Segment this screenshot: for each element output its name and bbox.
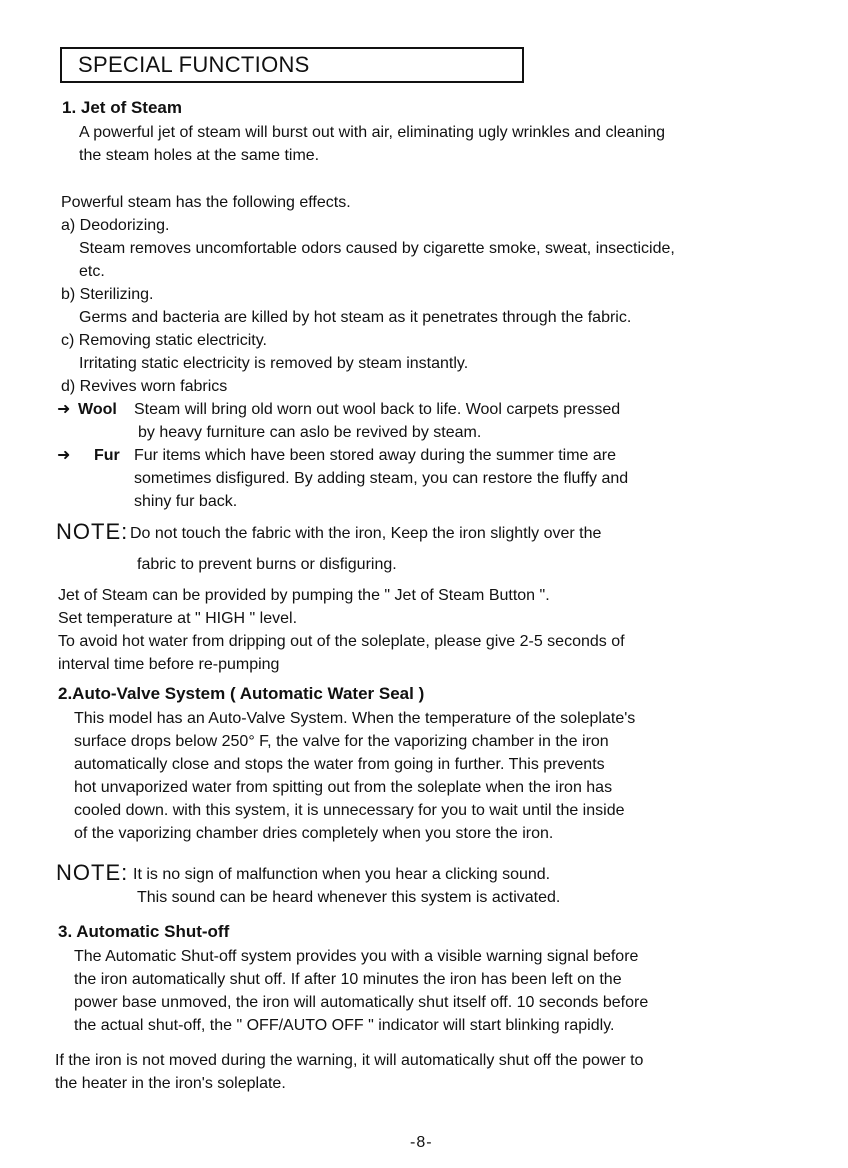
s3-para-line: power base unmoved, the iron will automatically shut itself off. 10 seconds before (74, 994, 649, 1011)
wool-text: by heavy furniture can aslo be revived by steam. (138, 424, 482, 441)
s3-para-line: The Automatic Shut-off system provides you with a visible warning signal before (74, 948, 639, 965)
section-2-heading: 2.Auto-Valve System ( Automatic Water Seal ) (58, 684, 425, 703)
jet-text: Jet of Steam can be provided by pumping the " Jet of Steam Button ". (58, 587, 550, 604)
jet-text: interval time before re-pumping (58, 656, 280, 673)
wool-text: Steam will bring old worn out wool back to life. Wool carpets pressed (134, 401, 621, 418)
note-label: NOTE: (56, 860, 129, 885)
effect-a-text: etc. (79, 263, 105, 280)
section-3-heading: 3. Automatic Shut-off (58, 922, 230, 941)
note-text: It is no sign of malfunction when you hear a clicking sound. (133, 866, 551, 883)
effect-c-title: c) Removing static electricity. (61, 332, 267, 349)
note-text: fabric to prevent burns or disfiguring. (137, 556, 397, 573)
fur-text: shiny fur back. (134, 493, 238, 510)
effect-a-title: a) Deodorizing. (61, 217, 170, 234)
s2-para-line: automatically close and stops the water from going in further. This prevents (74, 756, 605, 773)
s1-intro: Powerful steam has the following effects. (61, 194, 351, 211)
s3-para2-line: the heater in the iron's soleplate. (55, 1075, 286, 1092)
effect-a-text: Steam removes uncomfortable odors caused by cigarette smoke, sweat, insecticide, (79, 240, 675, 257)
s2-para-line: This model has an Auto-Valve System. When the temperature of the soleplate's (74, 710, 636, 727)
s1-para-line: the steam holes at the same time. (79, 147, 320, 164)
effect-b-title: b) Sterilizing. (61, 286, 154, 303)
arrow-right-icon: ➜ (57, 447, 71, 464)
jet-text: To avoid hot water from dripping out of the soleplate, please give 2-5 seconds of (58, 633, 625, 650)
wool-label: Wool (78, 401, 117, 418)
s1-para-line: A powerful jet of steam will burst out with air, eliminating ugly wrinkles and cleaning (79, 124, 666, 141)
arrow-right-icon: ➜ (57, 401, 71, 418)
page-number: -8- (410, 1134, 433, 1151)
fur-label: Fur (94, 447, 120, 464)
effect-d-title: d) Revives worn fabrics (61, 378, 228, 395)
s3-para2-line: If the iron is not moved during the warning, it will automatically shut off the power to (55, 1052, 644, 1069)
s2-para-line: hot unvaporized water from spitting out from the soleplate when the iron has (74, 779, 613, 796)
fur-text: sometimes disfigured. By adding steam, you can restore the fluffy and (134, 470, 629, 487)
note-text: This sound can be heard whenever this system is activated. (137, 889, 561, 906)
s2-para-line: of the vaporizing chamber dries completely when you store the iron. (74, 825, 554, 842)
fur-text: Fur items which have been stored away during the summer time are (134, 447, 616, 464)
s2-para-line: cooled down. with this system, it is unnecessary for you to wait until the inside (74, 802, 625, 819)
note-text: Do not touch the fabric with the iron, Keep the iron slightly over the (130, 525, 602, 542)
jet-text: Set temperature at " HIGH " level. (58, 610, 298, 627)
note-label: NOTE: (56, 519, 129, 544)
s3-para-line: the actual shut-off, the " OFF/AUTO OFF " indicator will start blinking rapidly. (74, 1017, 615, 1034)
s2-para-line: surface drops below 250° F, the valve for the vaporizing chamber in the iron (74, 733, 609, 750)
page-title: SPECIAL FUNCTIONS (78, 52, 310, 77)
section-1-heading: 1. Jet of Steam (62, 98, 182, 117)
effect-b-text: Germs and bacteria are killed by hot steam as it penetrates through the fabric. (79, 309, 632, 326)
effect-c-text: Irritating static electricity is removed by steam instantly. (79, 355, 469, 372)
s3-para-line: the iron automatically shut off. If after 10 minutes the iron has been left on the (74, 971, 622, 988)
